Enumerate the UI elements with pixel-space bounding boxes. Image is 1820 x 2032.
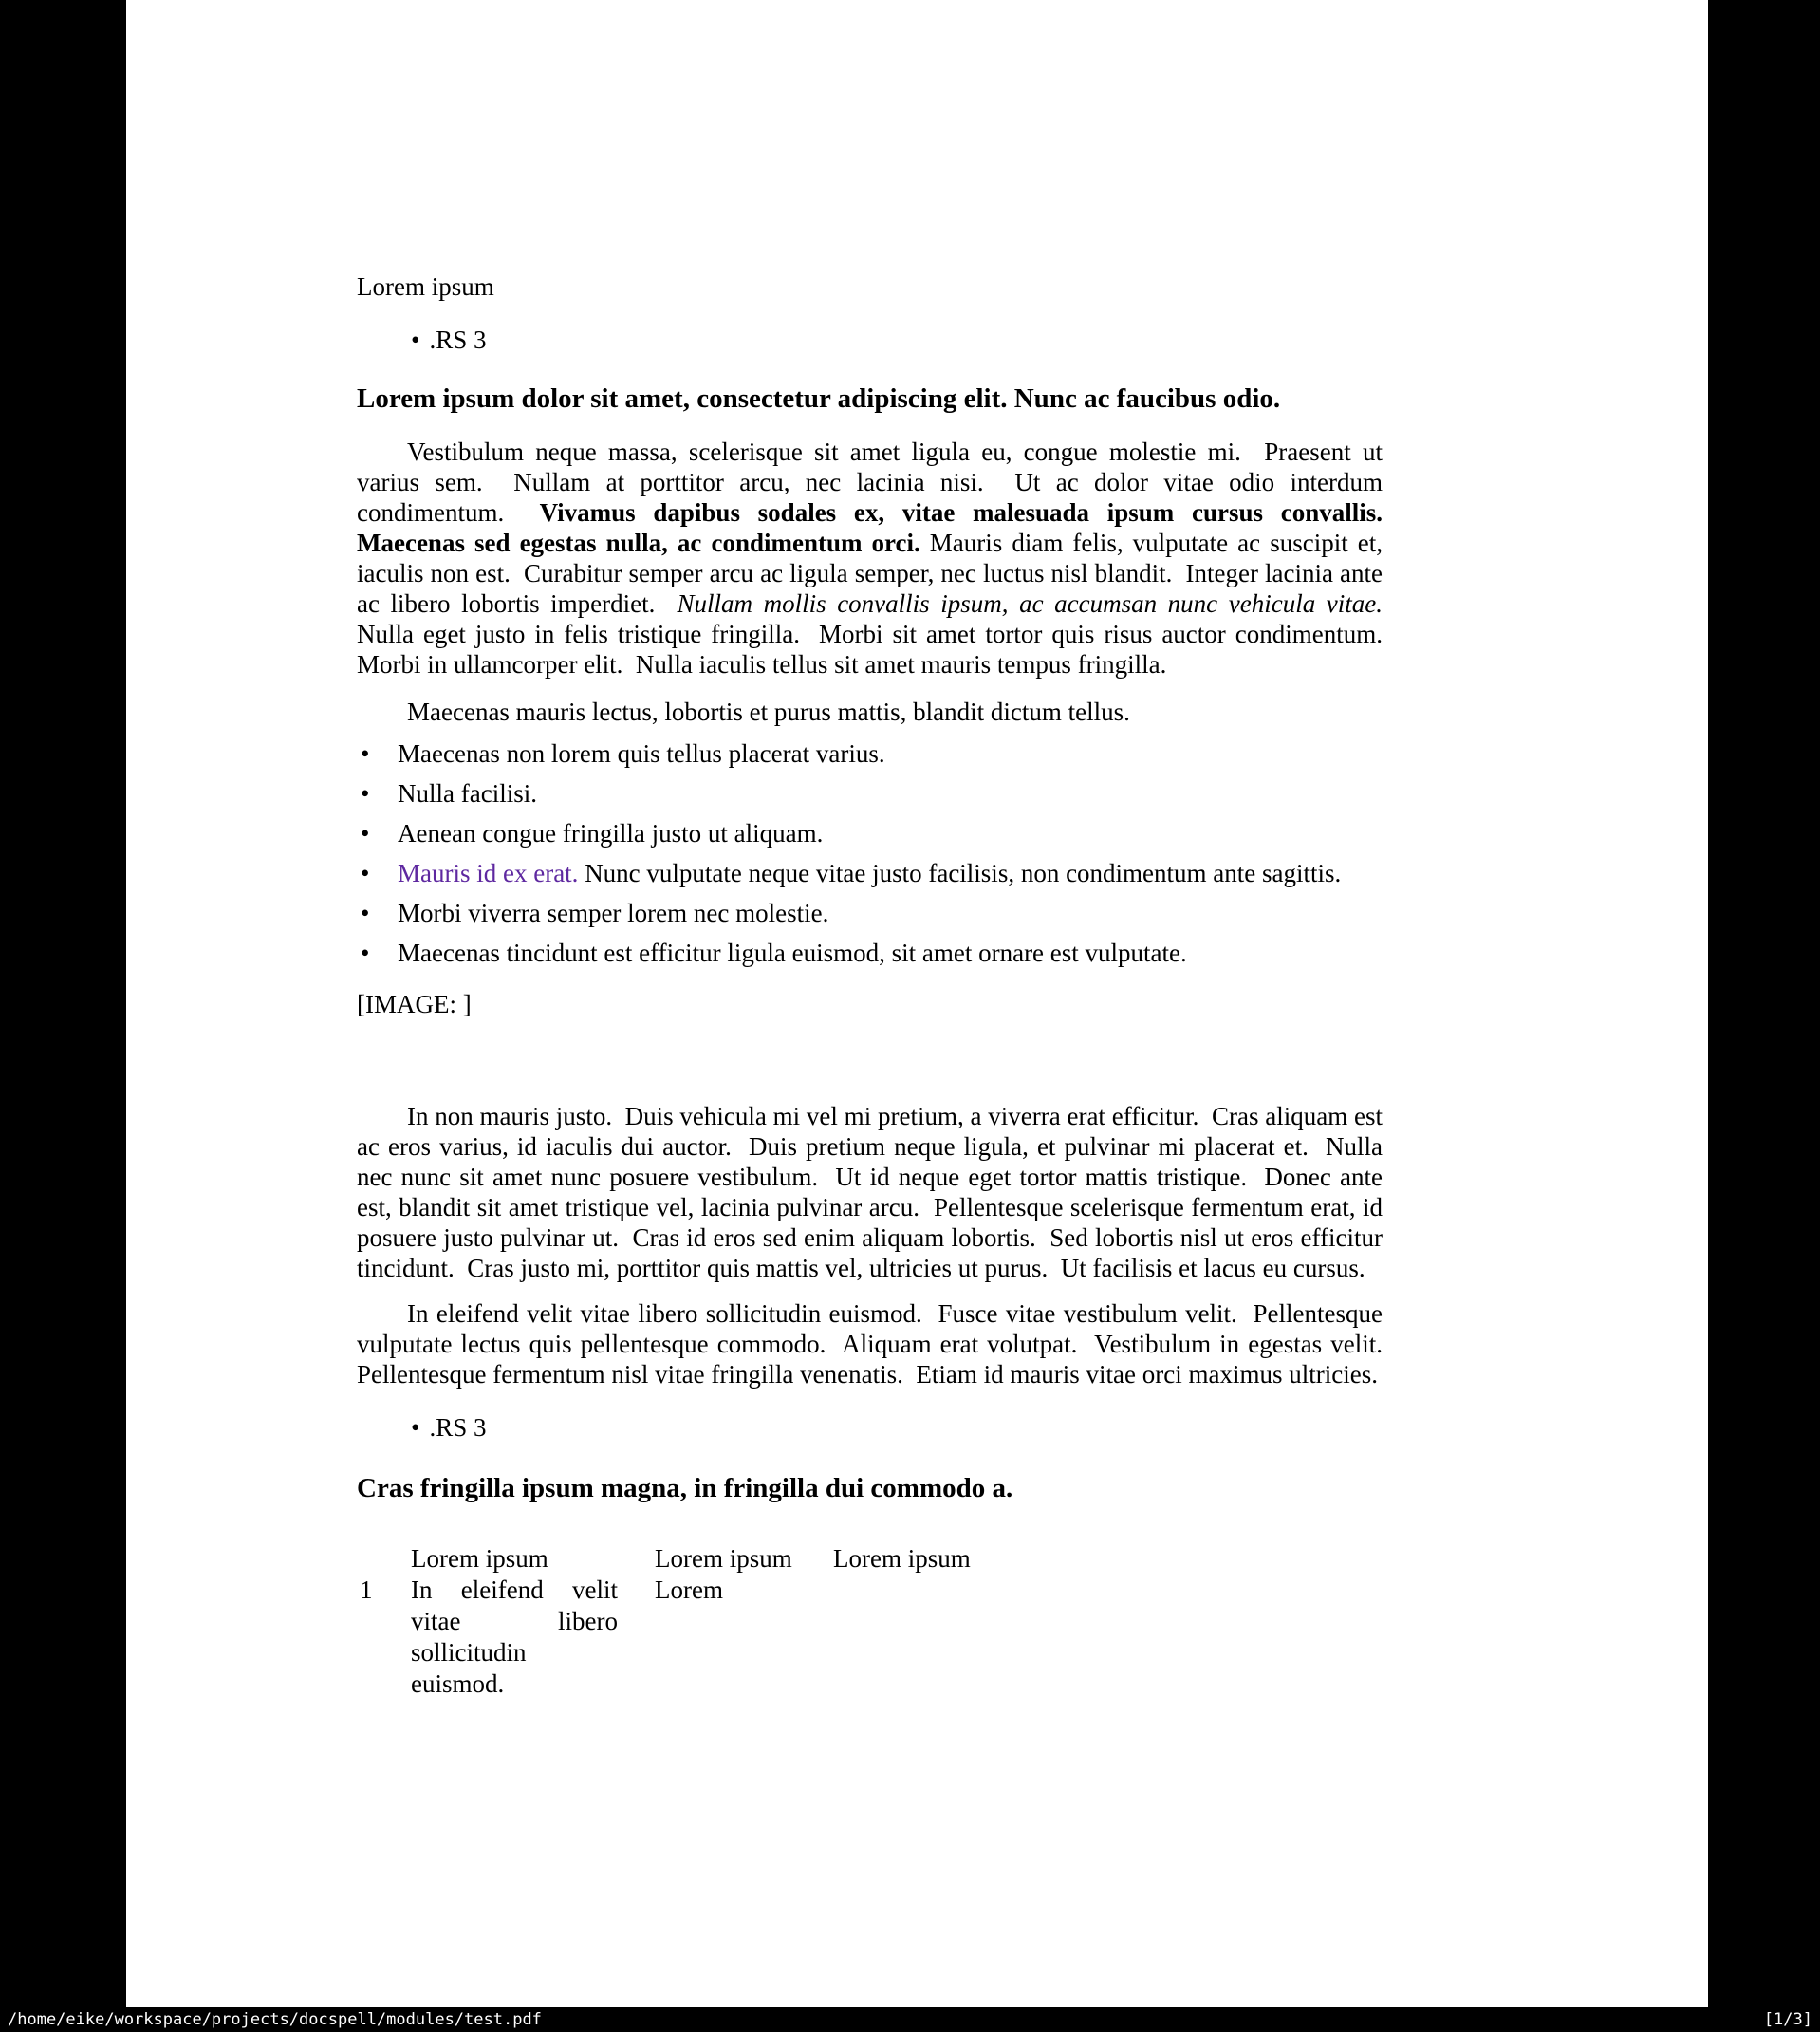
rs-bullet-line-1 (411, 325, 1383, 355)
document-table (360, 1543, 1383, 1700)
bullet-marker: • (411, 326, 420, 354)
bullet-marker: • (361, 899, 370, 927)
list-item-text: Morbi viverra semper lorem nec molestie. (398, 899, 829, 927)
table-cell: In eleifend velit vitae libero sollicitudin euismod. (411, 1575, 618, 1698)
list-item-text: Aenean congue fringilla justo ut aliquam. (398, 819, 824, 848)
rs-bullet-text: .RS 3 (429, 1413, 487, 1442)
table-row-number: 1 (360, 1575, 373, 1604)
list-item-text: Nulla facilisi. (398, 779, 537, 808)
bullet-list (357, 738, 1383, 968)
list-item-text: Maecenas tincidunt est efficitur ligula euismod, sit amet ornare est vulputate. (398, 939, 1187, 967)
bullet-marker: • (361, 739, 370, 768)
list-item (357, 818, 1383, 848)
paragraph-1-run-normal-3: Nulla eget justo in felis tristique fringilla. Morbi sit amet tortor quis risus auctor condimentum. Morbi in ullamcorper elit. Nulla iaculis tellus sit amet mauris tempus fringilla. (357, 620, 1396, 679)
document-hyperlink[interactable]: Mauris id ex erat. (398, 859, 579, 887)
list-item-with-link (357, 858, 1383, 888)
image-placeholder-text: [IMAGE: ] (357, 990, 472, 1018)
list-item (357, 898, 1383, 928)
bullet-marker: • (361, 819, 370, 848)
rs-bullet-text: .RS 3 (429, 326, 487, 354)
bullet-marker: • (361, 939, 370, 967)
bullet-marker: • (361, 859, 370, 887)
statusbar (0, 2007, 1820, 2032)
list-item-text: Nunc vulputate neque vitae justo facilisis, non condimentum ante sagittis. (578, 859, 1342, 887)
paragraph-1-run-italic: Nullam mollis convallis ipsum, ac accumsan nunc vehicula vitae. (677, 589, 1389, 618)
paragraph-1-run-bold: Vivamus dapibus sodales ex, vitae malesuada ipsum cursus convallis. Maecenas sed egestas nulla, ac condimentum orci. (357, 498, 1396, 557)
rs-bullet-line-2 (411, 1412, 1383, 1443)
pdf-page[interactable] (126, 0, 1708, 2007)
statusbar-page-indicator: [1/3] (1763, 2010, 1812, 2029)
paragraph-4: In eleifend velit vitae libero sollicitudin euismod. Fusce vitae vestibulum velit. Pellentesque vulputate lectus quis pellentesque commodo. Aliquam erat volutpat. Vestibulum in egestas velit. Pellentesque fermentum nisl vitae fringilla venenatis. Etiam id mauris vitae orci maximus ultricies. (357, 1299, 1396, 1389)
paragraph-3: In non mauris justo. Duis vehicula mi vel mi pretium, a viverra erat efficitur. Cras aliquam est ac eros varius, id iaculis dui auctor. Duis pretium neque ligula, et pulvinar mi placerat et. Nulla nec nunc sit amet nunc posuere vestibulum. Ut id neque eget tortor mattis tristique. Donec ante est, blandit sit amet tristique vel, lacinia pulvinar arcu. Pellentesque scelerisque fermentum erat, id posuere justo pulvinar ut. Cras id eros sed enim aliquam lobortis. Sed lobortis nisl ut eros efficitur tincidunt. Cras justo mi, porttitor quis mattis vel, ultricies ut purus. Ut facilisis et lacus eu cursus. (357, 1102, 1389, 1282)
table-header-cell-num (360, 1543, 411, 1575)
table-header-cell: Lorem ipsum (833, 1544, 971, 1573)
list-item (357, 938, 1383, 968)
section2-heading: Cras fringilla ipsum magna, in fringilla dui commodo a. (357, 1473, 1013, 1503)
list-item-text: Maecenas non lorem quis tellus placerat varius. (398, 739, 885, 768)
paragraph-1 (357, 437, 1396, 680)
paragraph-2: Maecenas mauris lectus, lobortis et purus mattis, blandit dictum tellus. (407, 698, 1130, 726)
table-cell (833, 1575, 1080, 1700)
table-header-cell: Lorem ipsum (655, 1544, 792, 1573)
paragraph-1-run-normal-2: Mauris diam felis, vulputate ac suscipit et, iaculis non est. Curabitur semper arcu ac ligula semper, nec luctus nisl blandit. Integer lacinia ante ac libero lobortis imperdiet. (357, 529, 1389, 618)
section1-heading: Lorem ipsum dolor sit amet, consectetur adipiscing elit. Nunc ac faucibus odio. (357, 383, 1281, 414)
bullet-marker: • (411, 1413, 420, 1442)
paragraph-1-run-normal-1: Vestibulum neque massa, scelerisque sit amet ligula eu, congue molestie mi. Praesent ut varius sem. Nullam at porttitor arcu, nec lacinia nisi. Ut ac dolor vitae odio interdum condimentum. (357, 438, 1389, 527)
bullet-marker: • (361, 779, 370, 808)
table-cell: Lorem (655, 1575, 723, 1604)
document-content (357, 0, 1396, 1700)
list-item (357, 738, 1383, 769)
intro-line: Lorem ipsum (357, 272, 494, 301)
list-item (357, 778, 1383, 809)
statusbar-file-path: /home/eike/workspace/projects/docspell/modules/test.pdf (8, 2010, 542, 2029)
table-header-cell: Lorem ipsum (411, 1544, 548, 1573)
